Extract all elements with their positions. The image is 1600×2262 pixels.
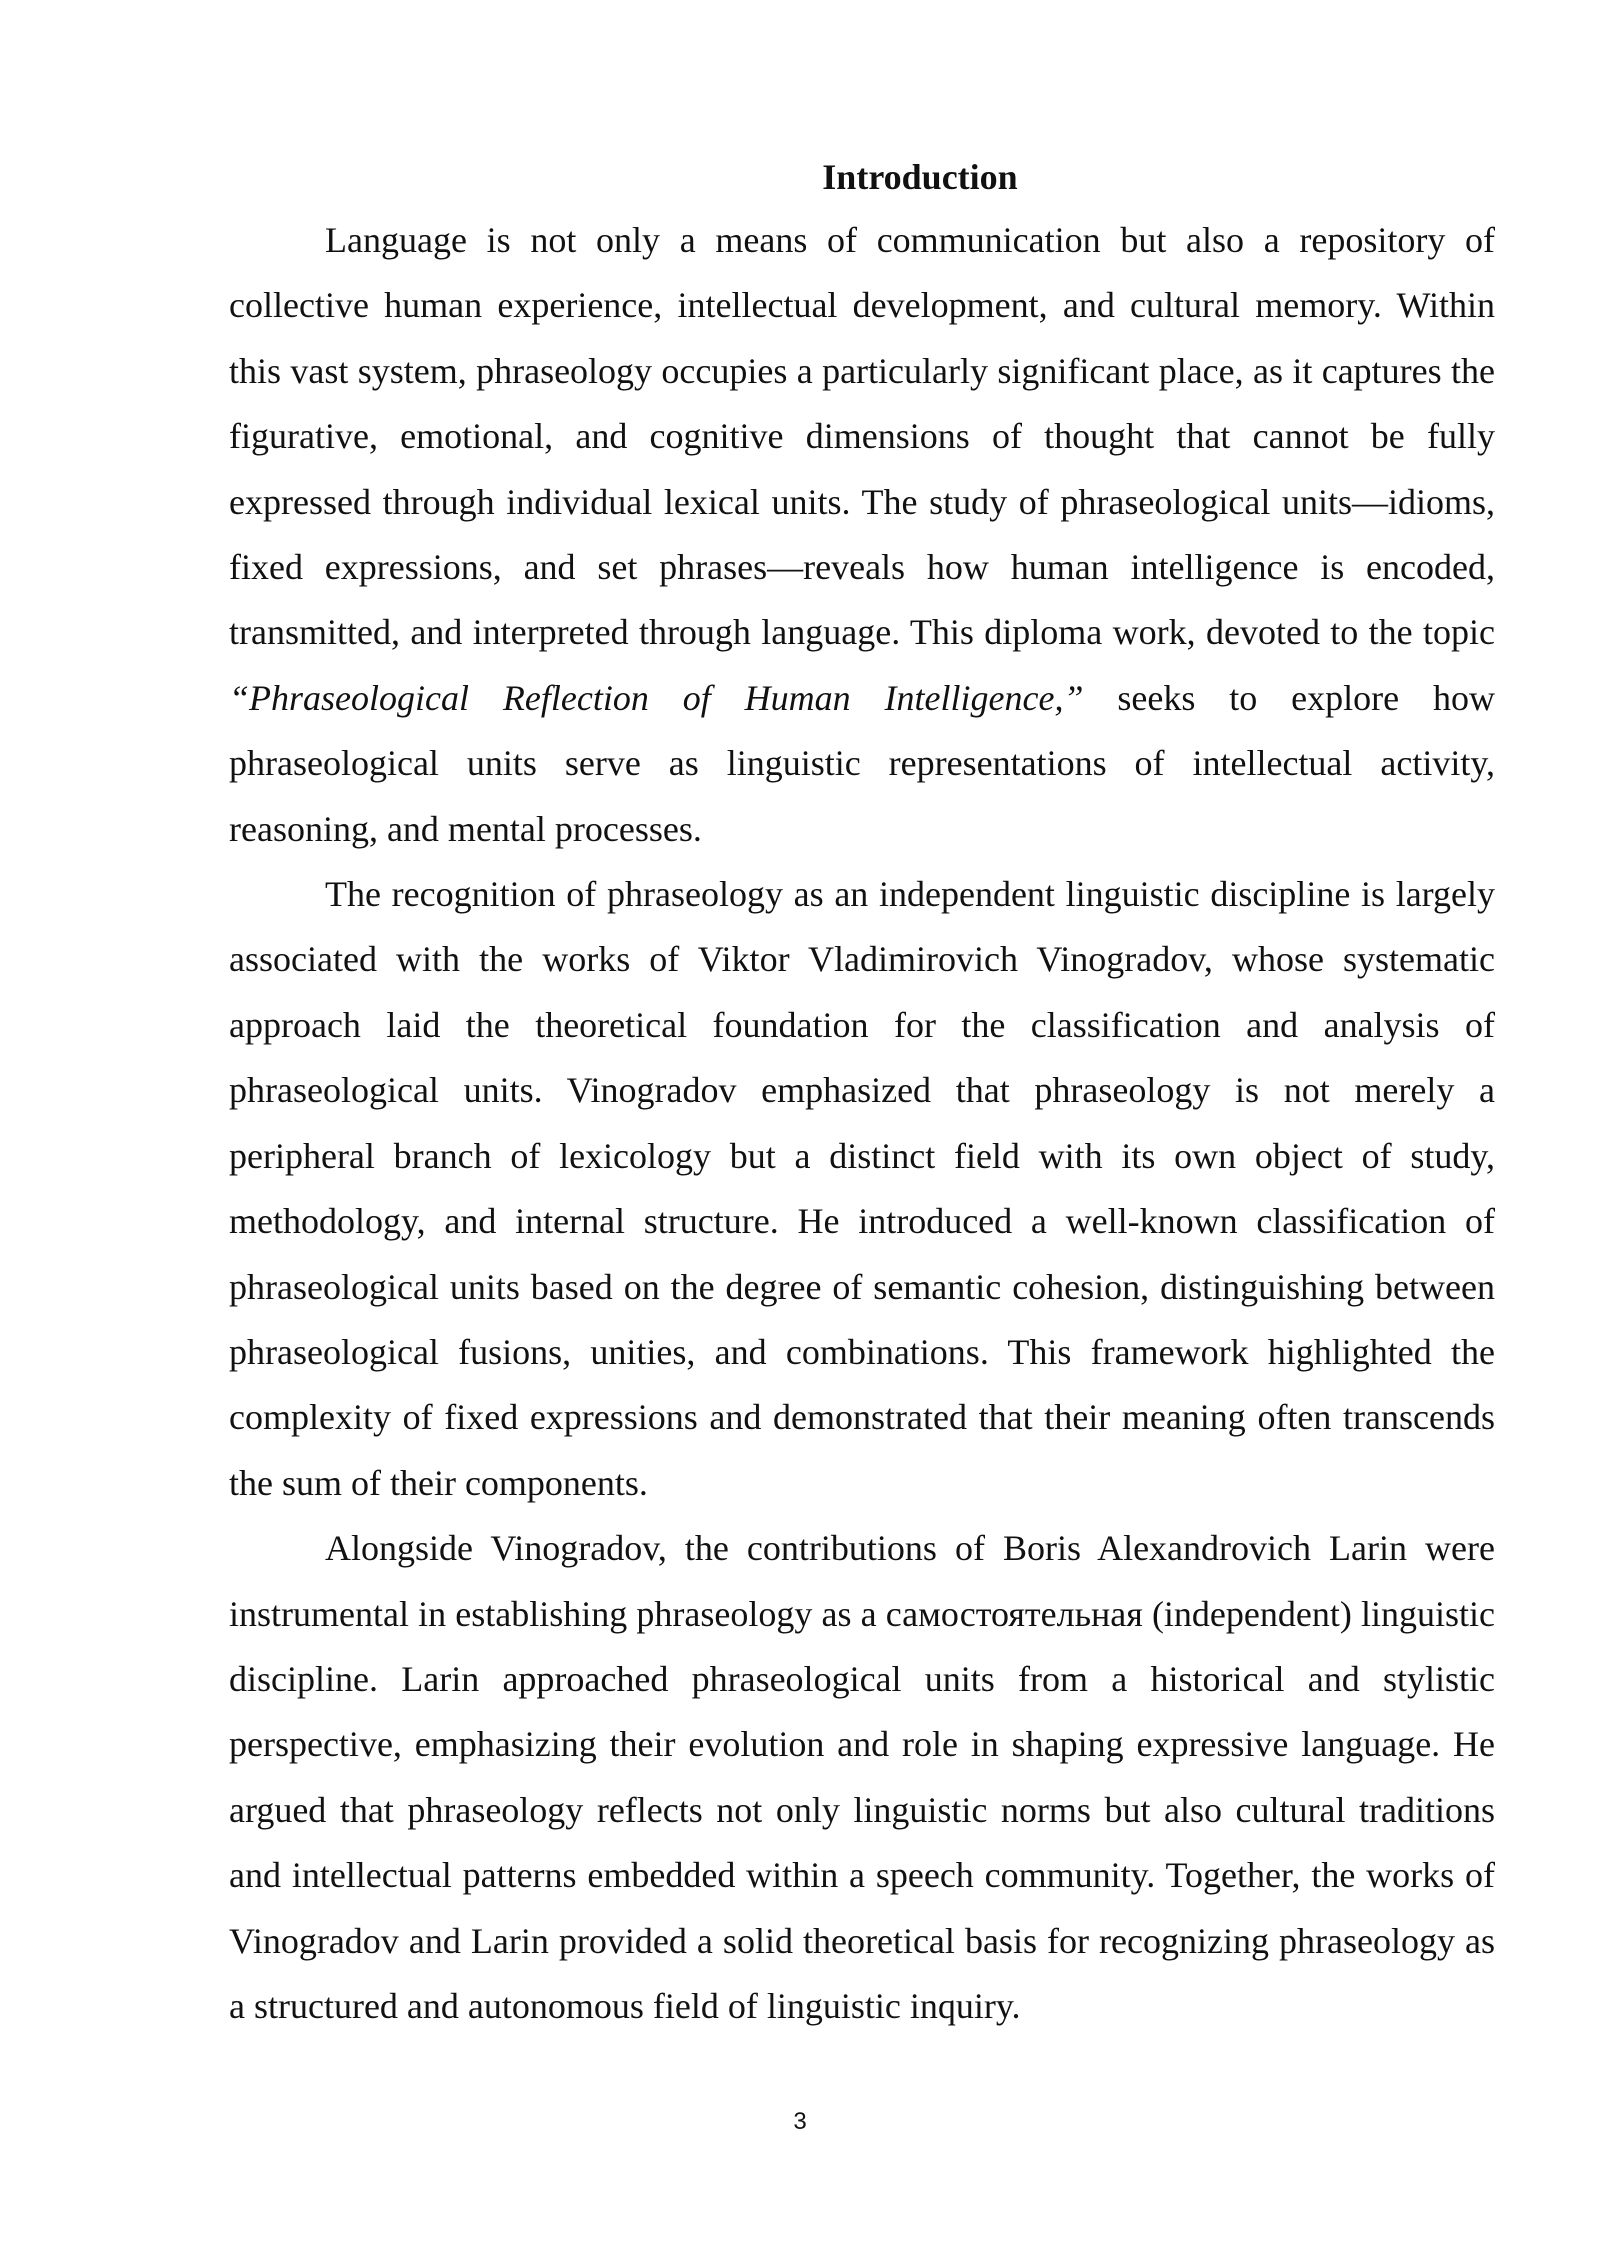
section-title: Introduction bbox=[822, 157, 1018, 197]
paragraph-2 bbox=[229, 862, 1495, 1516]
paragraph-1-topic-italic: “Phraseological Reflection of Human Intelligence,” bbox=[229, 677, 1084, 718]
paragraph-3-text: Alongside Vinogradov, the contributions of Boris Alexandrovich Larin were instrumental in establishing phraseology as a самостоятельная (independent) linguistic discipline. Larin approached phraseological units from a historical and stylistic perspective, emphasizing their evolution and role in shaping expressive language. He argued that phraseology reflects not only linguistic norms but also cultural traditions and intellectual patterns embedded within a speech community. Together, the works of Vinogradov and Larin provided a solid theoretical basis for recognizing phraseology as a structured and autonomous field of linguistic inquiry. bbox=[229, 1528, 1495, 2026]
page-number: 3 bbox=[793, 2108, 807, 2135]
paragraph-1 bbox=[229, 208, 1495, 862]
paragraph-1-text-b: seeks to explore how phraseological units serve as linguistic representations of intellectual activity, reasoning, and mental processes. bbox=[229, 677, 1495, 849]
paragraph-3 bbox=[229, 1516, 1495, 2039]
page-content bbox=[229, 150, 1495, 2039]
paragraph-2-text: The recognition of phraseology as an independent linguistic discipline is largely associated with the works of Viktor Vladimirovich Vinogradov, whose systematic approach laid the theoretical foundation for the classification and analysis of phraseological units. Vinogradov emphasized that phraseology is not merely a peripheral branch of lexicology but a distinct field with its own object of study, methodology, and internal structure. He introduced a well-known classification of phraseological units based on the degree of semantic cohesion, distinguishing between phraseological fusions, unities, and combinations. This framework highlighted the complexity of fixed expressions and demonstrated that their meaning often transcends the sum of their components. bbox=[229, 874, 1495, 1503]
paragraph-1-text-a: Language is not only a means of communication but also a repository of collective human experience, intellectual development, and cultural memory. Within this vast system, phraseology occupies a particularly significant place, as it captures the figurative, emotional, and cognitive dimensions of thought that cannot be fully expressed through individual lexical units. The study of phraseological units—idioms, fixed expressions, and set phrases—reveals how human intelligence is encoded, transmitted, and interpreted through language. This diploma work, devoted to the topic bbox=[229, 220, 1495, 653]
